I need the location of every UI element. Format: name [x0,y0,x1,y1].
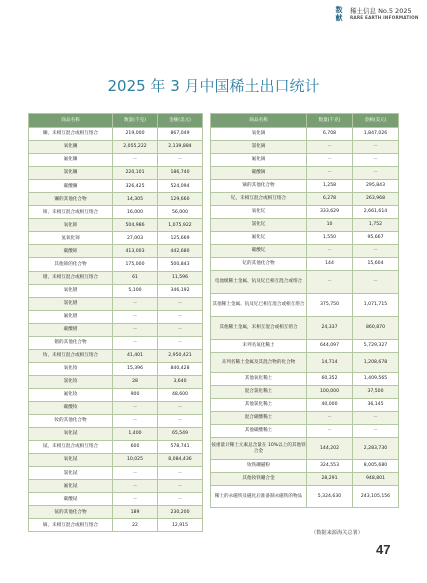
table-row [29,362,203,375]
table-row [211,373,399,386]
cell-quantity: － [307,412,353,425]
cell-amount: 230,200 [158,506,203,519]
cell-quantity: － [113,493,158,506]
cell-amount: － [158,401,203,414]
cell-name: 碳酸钇 [211,245,307,258]
cell-name: 氯化镧 [29,167,113,180]
cell-amount: 1,409,565 [353,373,399,386]
cell-quantity: 1,400 [113,428,158,441]
table-row [211,473,399,486]
cell-name: 氧化铽 [29,428,113,441]
cell-name: 氯化镨 [29,297,113,310]
table-row [29,349,203,362]
cell-amount: 948,801 [353,473,399,486]
cell-amount: 263,968 [353,193,399,206]
magazine-logo: 数 献 [335,6,343,22]
cell-name: 按重量计稀土元素总含量在 10%以上的其他铁合金 [211,438,307,460]
cell-quantity: 2,055,222 [113,141,158,154]
cell-quantity: 5,100 [113,284,158,297]
table-row [211,258,399,271]
cell-amount: 243,105,156 [353,486,399,508]
cell-amount: － [353,412,399,425]
cell-amount: 125,669 [158,232,203,245]
table-row [211,154,399,167]
col-header-name: 商品名称 [29,114,113,128]
cell-amount: 12,915 [158,519,203,532]
cell-amount: － [158,323,203,336]
cell-amount: 500,843 [158,258,203,271]
cell-quantity: 220,101 [113,167,158,180]
cell-amount: － [158,154,203,167]
table-row [29,154,203,167]
cell-name: 镨的其他化合物 [29,336,113,349]
cell-quantity: 24,337 [307,317,353,340]
cell-amount: 8,084,436 [158,454,203,467]
cell-name: 氯化铽 [29,467,113,480]
cell-amount: 5,729,327 [353,340,399,353]
table-row [211,193,399,206]
table-row [211,317,399,340]
cell-quantity: － [307,167,353,180]
cell-quantity: 10,025 [113,454,158,467]
cell-amount: 860,870 [353,317,399,340]
cell-amount: 2,661,614 [353,206,399,219]
cell-amount: － [158,297,203,310]
table-row [29,310,203,323]
table-row [211,438,399,460]
cell-name: 碳酸钕 [29,401,113,414]
cell-name: 氧化钇 [211,206,307,219]
table-row [29,480,203,493]
table-row [211,180,399,193]
cell-quantity: － [113,467,158,480]
cell-amount: 1,752 [353,219,399,232]
cell-name: 铈，未相互混合或相互熔合 [29,206,113,219]
cell-quantity: 644,097 [307,340,353,353]
cell-name: 混合氯化稀土 [211,386,307,399]
table-row [211,206,399,219]
cell-name: 碳酸铽 [29,493,113,506]
table-row [211,340,399,353]
cell-name: 钕，未相互混合或相互熔合 [29,349,113,362]
cell-name: 其他铈的化合物 [29,258,113,271]
cell-amount: 48,600 [158,388,203,401]
cell-name: 镧的其他化合物 [29,193,113,206]
cell-quantity: － [113,297,158,310]
cell-quantity: 60,352 [307,373,353,386]
cell-quantity: 326,425 [113,180,158,193]
cell-amount: 1,075,922 [158,219,203,232]
cell-quantity: － [113,415,158,428]
table-row [29,141,203,154]
cell-amount: － [158,310,203,323]
cell-quantity: 375,750 [307,294,353,317]
cell-amount: － [158,415,203,428]
table-row [211,245,399,258]
table-row [29,388,203,401]
cell-name: 电池级稀土金属、钪及钇已相互混合或熔合 [211,271,307,294]
table-row [29,415,203,428]
cell-name: 氯化钕 [29,375,113,388]
cell-amount: 36,145 [353,399,399,412]
table-row [29,271,203,284]
cell-quantity: 144 [307,258,353,271]
cell-quantity: － [307,245,353,258]
table-row [29,206,203,219]
cell-quantity: 333,629 [307,206,353,219]
table-row [29,128,203,141]
cell-name: 其他氧化稀土 [211,373,307,386]
cell-name: 镝，未相互混合或相互熔合 [29,519,113,532]
table-row [29,219,203,232]
cell-amount: － [353,425,399,438]
page-header [0,0,427,36]
cell-quantity: 27,003 [113,232,158,245]
cell-name: 未列名稀土金属及其混合物的化合物 [211,353,307,373]
cell-amount: － [353,271,399,294]
col-header-quantity: 数量(千克) [307,114,353,128]
cell-name: 钇的其他化合物 [211,258,307,271]
table-row [211,167,399,180]
table-row [29,428,203,441]
cell-amount: 578,741 [158,441,203,454]
table-header-row [211,114,399,128]
cell-quantity: 16,000 [113,206,158,219]
table-row [29,506,203,519]
table-row [211,232,399,245]
table-row [29,193,203,206]
table-row [211,425,399,438]
col-header-quantity: 数量(千克) [113,114,158,128]
cell-quantity: 504,986 [113,219,158,232]
cell-amount: 1,071,715 [353,294,399,317]
cell-quantity: 189 [113,506,158,519]
cell-name: 其他碳酸稀土 [211,425,307,438]
page-title: 2025 年 3 月中国稀土出口统计 [107,77,320,95]
table-row [211,486,399,508]
cell-name: 氟化钇 [211,232,307,245]
cell-quantity: 144,202 [307,438,353,460]
cell-quantity: 28 [113,375,158,388]
cell-amount: 186,740 [158,167,203,180]
cell-amount: 2,139,884 [158,141,203,154]
cell-name: 氧化钕 [29,362,113,375]
cell-name: 钇，未相互混合或相互熔合 [211,193,307,206]
cell-amount: 65,549 [158,428,203,441]
cell-quantity: － [113,323,158,336]
cell-amount: 37,500 [353,386,399,399]
cell-name: 氟化镧 [29,154,113,167]
cell-amount: 129,660 [158,193,203,206]
cell-quantity: 600 [113,441,158,454]
cell-quantity: － [307,271,353,294]
cell-quantity: 61 [113,271,158,284]
cell-quantity: 900 [113,388,158,401]
cell-amount: 15,604 [353,258,399,271]
magazine-title-en: RARE EARTH INFORMATION [350,15,419,20]
cell-name: 其他钕铁硼合金 [211,473,307,486]
table-row [29,441,203,454]
cell-name: 氯化镝 [211,141,307,154]
cell-name: 混合碳酸稀土 [211,412,307,425]
cell-amount: 2,283,730 [353,438,399,460]
cell-quantity: 413,003 [113,245,158,258]
table-row [29,284,203,297]
table-row [29,467,203,480]
cell-quantity: 15,396 [113,362,158,375]
cell-quantity: － [307,425,353,438]
table-row [29,336,203,349]
cell-amount: 442,680 [158,245,203,258]
cell-amount: － [353,154,399,167]
cell-name: 碳酸镨 [29,323,113,336]
cell-amount: 1,847,026 [353,128,399,141]
cell-quantity: 1,550 [307,232,353,245]
cell-quantity: － [113,154,158,167]
table-row [211,460,399,473]
cell-amount: 840,428 [158,362,203,375]
cell-amount: － [158,493,203,506]
table-row [29,258,203,271]
cell-quantity: － [307,154,353,167]
col-header-amount: 金额(美元) [158,114,203,128]
cell-quantity: 14,714 [307,353,353,373]
cell-quantity: － [113,401,158,414]
cell-amount: 8,005,680 [353,460,399,473]
table-row [211,412,399,425]
col-header-name: 商品名称 [211,114,307,128]
table-row [211,141,399,154]
cell-amount: 11,596 [158,271,203,284]
cell-amount: 3,640 [158,375,203,388]
cell-name: 氯化钇 [211,219,307,232]
table-row [29,375,203,388]
cell-name: 其他稀土金属，未相互混合或相互熔合 [211,317,307,340]
cell-quantity: － [113,480,158,493]
cell-amount: 1,208,678 [353,353,399,373]
cell-quantity: － [307,141,353,154]
cell-amount: － [353,245,399,258]
cell-name: 镧，未相互混合或相互熔合 [29,128,113,141]
cell-amount: 295,843 [353,180,399,193]
cell-name: 钕的其他化合物 [29,415,113,428]
cell-name: 氧化铈 [29,219,113,232]
cell-quantity: 10 [307,219,353,232]
table-row [29,323,203,336]
table-row [29,167,203,180]
cell-name: 碳酸镝 [211,167,307,180]
cell-name: 稀土的永磁铁及磁化后准备制永磁铁的物品 [211,486,307,508]
cell-name: 氧化镧 [29,141,113,154]
cell-quantity: 1,258 [307,180,353,193]
magazine-title: 稀土信息 No.5 2025 [350,7,412,15]
cell-quantity: 219,000 [113,128,158,141]
col-header-amount: 金额(美元) [353,114,399,128]
table-row [211,219,399,232]
right-export-table [210,113,399,508]
cell-name: 未列名氧化稀土 [211,340,307,353]
table-header-row [29,114,203,128]
cell-quantity: 6,278 [307,193,353,206]
table-row [211,128,399,141]
cell-amount: － [353,167,399,180]
cell-name: 其他氯化稀土 [211,399,307,412]
table-row [211,386,399,399]
cell-quantity: 41,401 [113,349,158,362]
cell-quantity: 22 [113,519,158,532]
cell-name: 钕铁硼磁粉 [211,460,307,473]
cell-quantity: 40,000 [307,399,353,412]
cell-name: 其他稀土金属、钪及钇已相互混合或相互熔合 [211,294,307,317]
cell-name: 碳酸镧 [29,180,113,193]
cell-amount: － [353,141,399,154]
table-row [211,353,399,373]
cell-name: 氟化钕 [29,388,113,401]
cell-name: 铽，未相互混合或相互熔合 [29,441,113,454]
table-row [29,454,203,467]
table-row [29,297,203,310]
cell-quantity: － [113,336,158,349]
cell-quantity: － [113,310,158,323]
cell-amount: 867,049 [158,128,203,141]
cell-name: 氟化镝 [211,154,307,167]
table-row [211,399,399,412]
cell-quantity: 5,324,630 [307,486,353,508]
cell-name: 氧化铽 [29,454,113,467]
cell-name: 氢氧化铈 [29,232,113,245]
left-export-table [28,113,203,532]
cell-name: 镨，未相互混合或相互熔合 [29,271,113,284]
table-row [29,493,203,506]
cell-amount: 524,094 [158,180,203,193]
table-row [29,232,203,245]
cell-amount: － [158,336,203,349]
cell-quantity: 28,291 [307,473,353,486]
cell-amount: 346,192 [158,284,203,297]
cell-name: 氧化镝 [211,128,307,141]
table-row [211,271,399,294]
cell-quantity: 14,305 [113,193,158,206]
cell-name: 氧化镨 [29,284,113,297]
cell-quantity: 324,553 [307,460,353,473]
cell-name: 镝的其他化合物 [211,180,307,193]
cell-quantity: 100,000 [307,386,353,399]
cell-name: 碳酸铈 [29,245,113,258]
table-row [29,180,203,193]
page-number: 47 [376,542,391,557]
cell-name: 铽的其他化合物 [29,506,113,519]
data-source-note: （数据来源海关总署） [311,530,363,536]
cell-quantity: 6,708 [307,128,353,141]
cell-amount: 56,000 [158,206,203,219]
cell-amount: 95,667 [353,232,399,245]
cell-quantity: 175,000 [113,258,158,271]
cell-amount: 2,950,421 [158,349,203,362]
cell-amount: － [158,467,203,480]
cell-name: 氟化镨 [29,310,113,323]
table-row [29,245,203,258]
table-row [211,294,399,317]
cell-name: 氟化铽 [29,480,113,493]
cell-amount: － [158,480,203,493]
table-row [29,519,203,532]
table-row [29,401,203,414]
